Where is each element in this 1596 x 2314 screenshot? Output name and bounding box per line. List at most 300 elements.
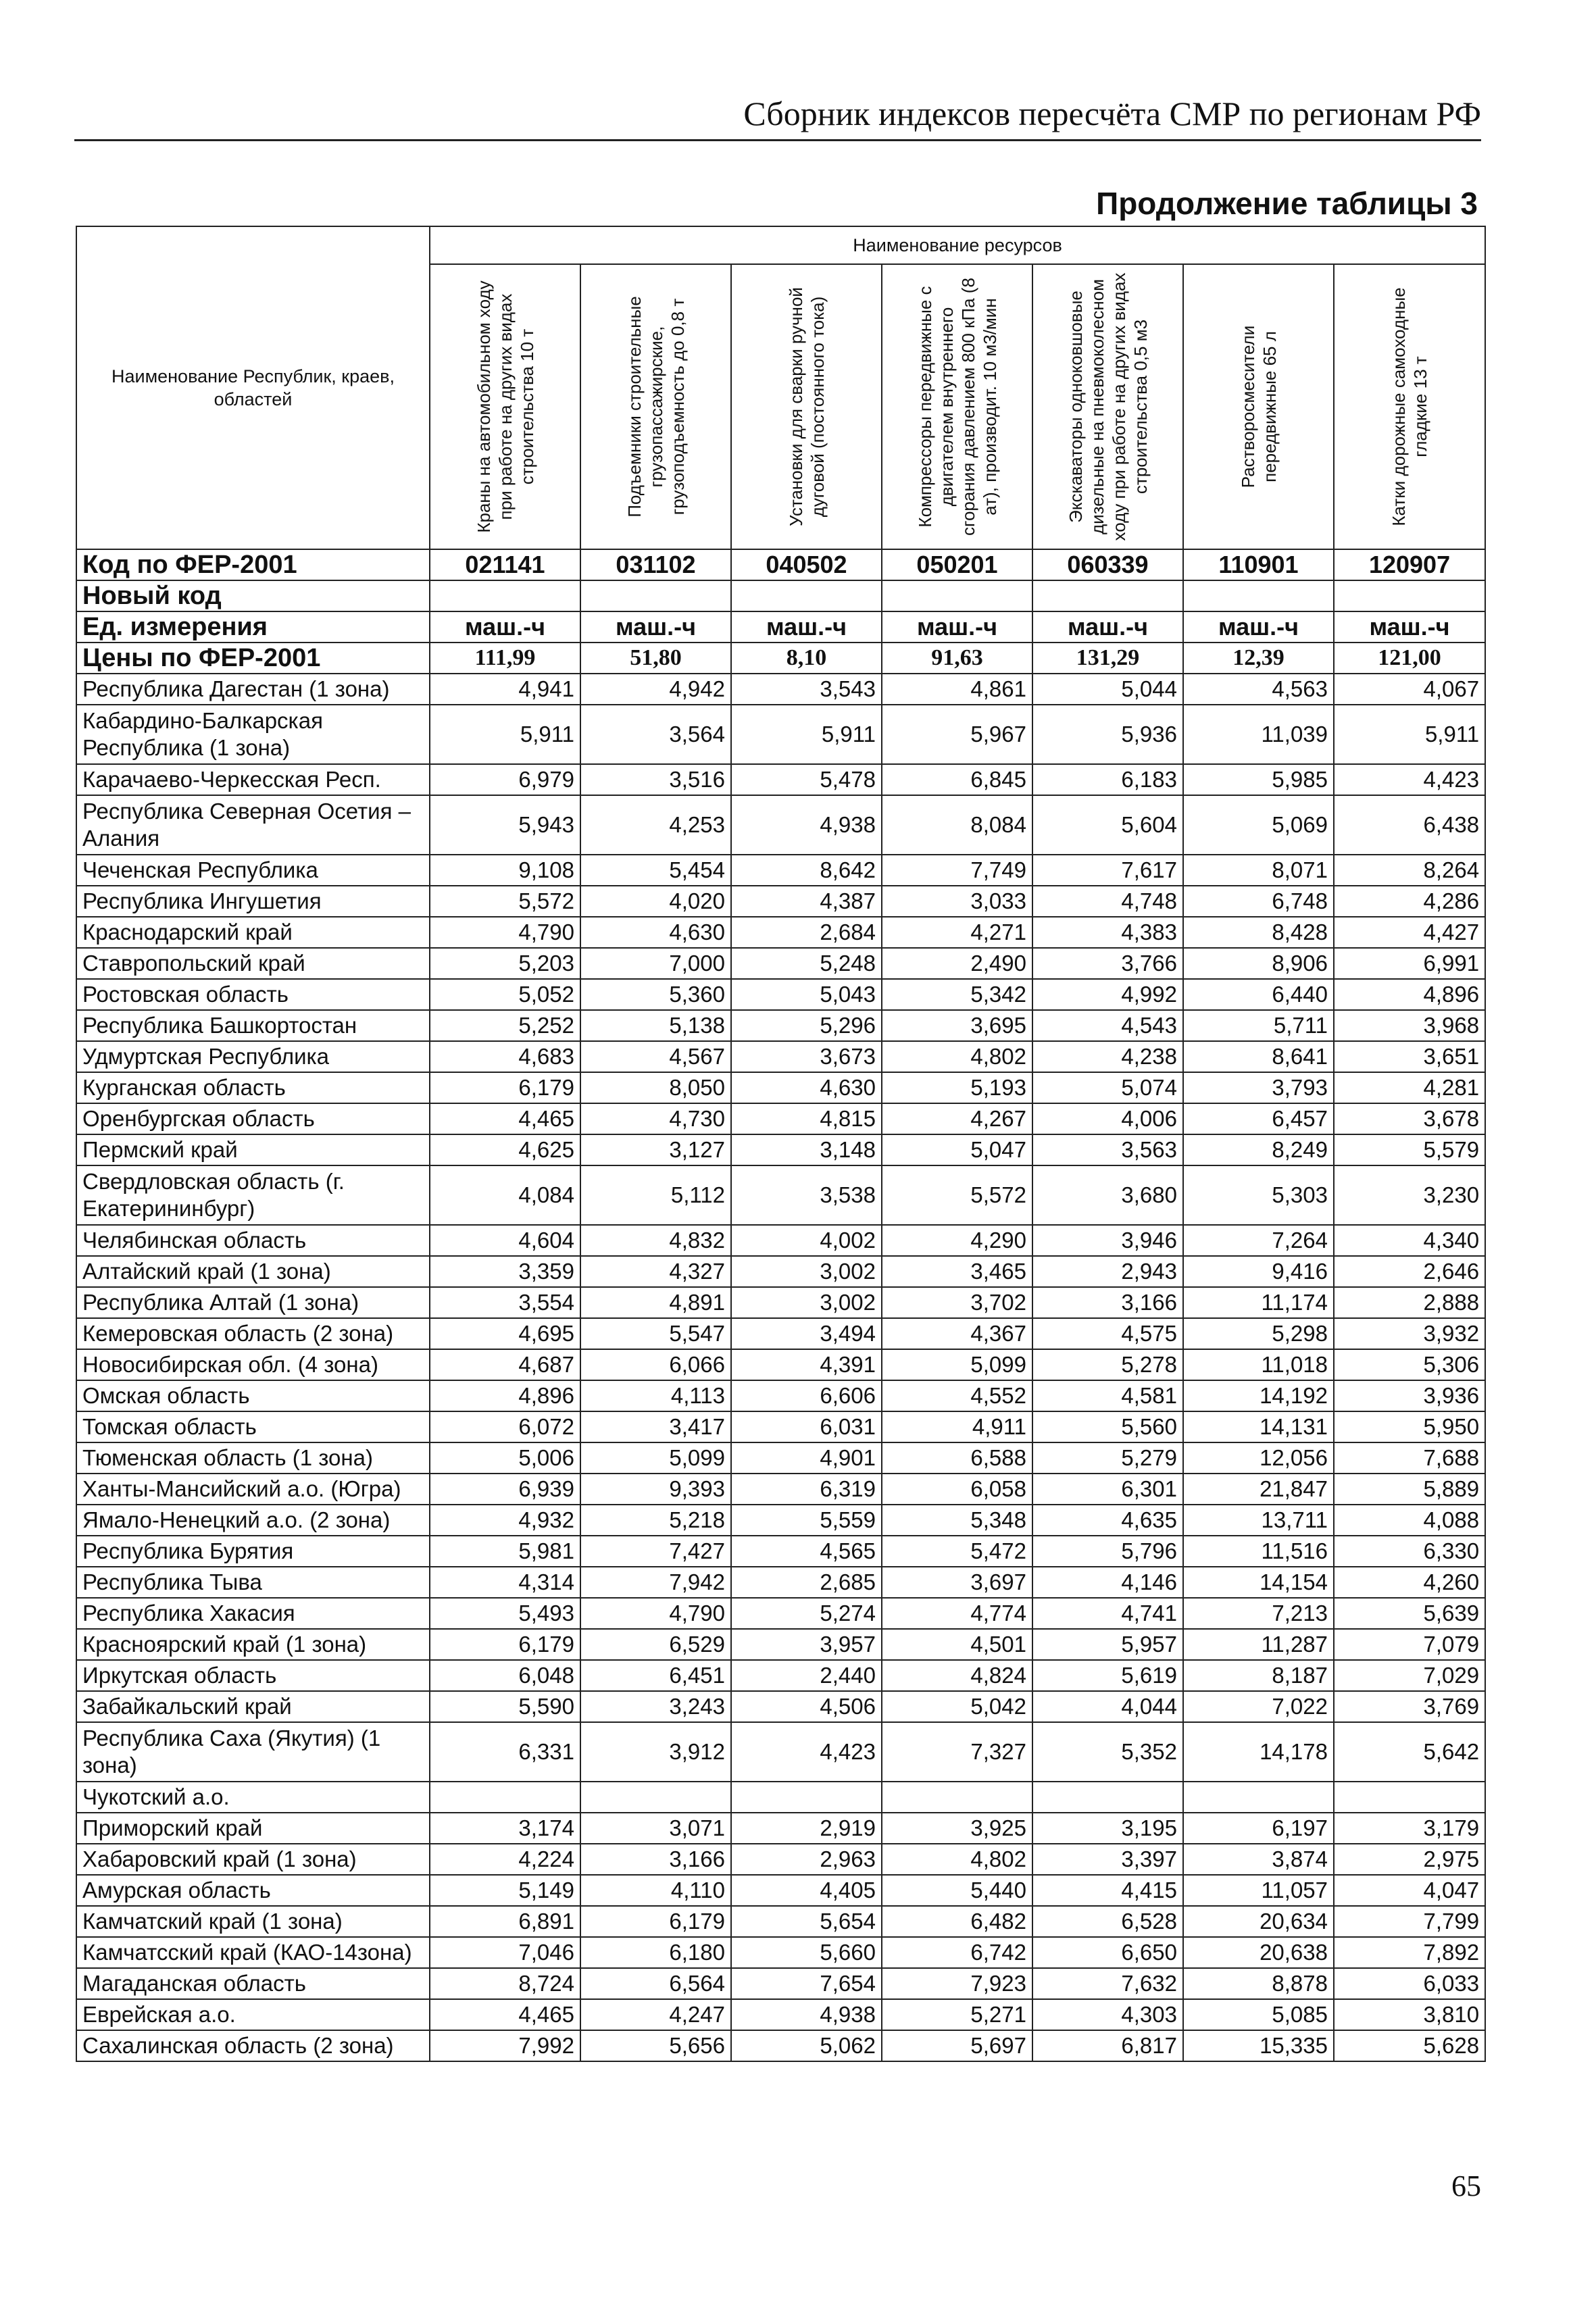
index-value: 4,832: [580, 1225, 731, 1256]
index-value: 5,654: [731, 1906, 882, 1937]
index-value: 6,606: [731, 1380, 882, 1411]
index-value: 6,180: [580, 1937, 731, 1968]
index-value: 20,638: [1183, 1937, 1334, 1968]
index-value: 4,604: [430, 1225, 580, 1256]
region-name: Республика Бурятия: [76, 1536, 430, 1567]
index-value: 8,428: [1183, 917, 1334, 948]
region-name: Омская область: [76, 1380, 430, 1411]
price-row-value: 121,00: [1334, 643, 1485, 674]
unit-row-value: маш.-ч: [580, 611, 731, 643]
index-value: 4,383: [1032, 917, 1183, 948]
index-value: 7,022: [1183, 1691, 1334, 1722]
index-value: [580, 1782, 731, 1813]
index-value: 6,330: [1334, 1536, 1485, 1567]
index-value: 5,218: [580, 1505, 731, 1536]
index-value: 8,724: [430, 1968, 580, 1999]
index-value: 9,393: [580, 1474, 731, 1505]
index-value: 5,044: [1032, 674, 1183, 705]
index-value: 4,543: [1032, 1010, 1183, 1041]
table-row: [76, 1165, 1485, 1225]
index-value: 4,506: [731, 1691, 882, 1722]
index-value: 9,108: [430, 855, 580, 886]
region-name: Сахалинская область (2 зона): [76, 2030, 430, 2061]
index-value: 4,630: [580, 917, 731, 948]
index-value: 4,896: [1334, 979, 1485, 1010]
index-value: 5,352: [1032, 1722, 1183, 1782]
index-value: 4,774: [882, 1598, 1032, 1629]
index-value: 4,815: [731, 1103, 882, 1134]
region-name: Чукотский а.о.: [76, 1782, 430, 1813]
resource-column-header: [430, 264, 580, 549]
index-value: 4,552: [882, 1380, 1032, 1411]
index-value: 4,465: [430, 1999, 580, 2030]
index-value: 4,110: [580, 1875, 731, 1906]
index-value: 4,625: [430, 1134, 580, 1165]
index-value: 7,079: [1334, 1629, 1485, 1660]
index-value: 4,992: [1032, 979, 1183, 1010]
index-value: 4,423: [731, 1722, 882, 1782]
table-body: [76, 549, 1485, 2061]
index-value: 5,360: [580, 979, 731, 1010]
code-row-value: 021141: [430, 549, 580, 580]
index-value: 4,290: [882, 1225, 1032, 1256]
index-value: 5,298: [1183, 1318, 1334, 1349]
index-value: 7,000: [580, 948, 731, 979]
table-row: [76, 795, 1485, 855]
index-value: 4,911: [882, 1411, 1032, 1442]
index-value: 5,279: [1032, 1442, 1183, 1474]
region-name: Красноярский край (1 зона): [76, 1629, 430, 1660]
index-value: 4,423: [1334, 764, 1485, 795]
index-value: 6,438: [1334, 795, 1485, 855]
index-value: 6,529: [580, 1629, 731, 1660]
resource-column-label: Компрессоры передвижные с двигателем внутреннего сгорания давлением 800 кПа (8 ат), производит. 10 м3/мин: [914, 278, 1000, 536]
unit-row-value: маш.-ч: [1334, 611, 1485, 643]
index-value: 5,062: [731, 2030, 882, 2061]
index-value: 5,711: [1183, 1010, 1334, 1041]
index-value: 2,963: [731, 1844, 882, 1875]
index-value: 7,029: [1334, 1660, 1485, 1691]
index-value: 5,099: [580, 1442, 731, 1474]
index-value: 5,572: [430, 886, 580, 917]
index-value: 4,415: [1032, 1875, 1183, 1906]
index-value: 3,166: [1032, 1287, 1183, 1318]
table-row: [76, 1875, 1485, 1906]
index-value: 7,992: [430, 2030, 580, 2061]
region-name: Приморский край: [76, 1813, 430, 1844]
index-value: 4,695: [430, 1318, 580, 1349]
index-value: 3,769: [1334, 1691, 1485, 1722]
code-row-value: 040502: [731, 549, 882, 580]
index-value: 5,936: [1032, 705, 1183, 764]
region-name: Республика Саха (Якутия) (1 зона): [76, 1722, 430, 1782]
index-value: 14,131: [1183, 1411, 1334, 1442]
code-row-value: 120907: [1334, 549, 1485, 580]
index-value: 2,646: [1334, 1256, 1485, 1287]
code-row-value: 110901: [1183, 549, 1334, 580]
region-name: Кемеровская область (2 зона): [76, 1318, 430, 1349]
index-value: 3,695: [882, 1010, 1032, 1041]
index-value: 3,912: [580, 1722, 731, 1782]
region-name: Кабардино-Балкарская Республика (1 зона): [76, 705, 430, 764]
index-value: 4,575: [1032, 1318, 1183, 1349]
region-name: Республика Башкортостан: [76, 1010, 430, 1041]
index-value: 15,335: [1183, 2030, 1334, 2061]
region-name: Курганская область: [76, 1072, 430, 1103]
index-value: 5,149: [430, 1875, 580, 1906]
index-value: 2,919: [731, 1813, 882, 1844]
index-value: 4,563: [1183, 674, 1334, 705]
index-value: 2,684: [731, 917, 882, 948]
index-value: 3,230: [1334, 1165, 1485, 1225]
table-row: [76, 1134, 1485, 1165]
index-value: 12,056: [1183, 1442, 1334, 1474]
index-value: 6,331: [430, 1722, 580, 1782]
table-row: [76, 1660, 1485, 1691]
price-row-value: 12,39: [1183, 643, 1334, 674]
index-value: 5,911: [430, 705, 580, 764]
table-row: [76, 1999, 1485, 2030]
index-value: 3,071: [580, 1813, 731, 1844]
region-name: Свердловская область (г. Екатерининбург): [76, 1165, 430, 1225]
index-value: 4,427: [1334, 917, 1485, 948]
index-value: 5,981: [430, 1536, 580, 1567]
index-value: 4,286: [1334, 886, 1485, 917]
table-row: [76, 1629, 1485, 1660]
table-continuation-title: Продолжение таблицы 3: [1096, 186, 1478, 221]
index-value: 5,112: [580, 1165, 731, 1225]
table-row: [76, 1782, 1485, 1813]
index-value: 8,249: [1183, 1134, 1334, 1165]
index-value: 5,628: [1334, 2030, 1485, 2061]
index-value: 5,911: [731, 705, 882, 764]
index-value: 4,635: [1032, 1505, 1183, 1536]
index-value: 5,252: [430, 1010, 580, 1041]
index-value: 4,340: [1334, 1225, 1485, 1256]
index-value: 5,006: [430, 1442, 580, 1474]
index-value: 5,052: [430, 979, 580, 1010]
index-value: 14,192: [1183, 1380, 1334, 1411]
region-name: Ханты-Мансийский а.о. (Югра): [76, 1474, 430, 1505]
index-value: 6,179: [430, 1072, 580, 1103]
index-value: 8,187: [1183, 1660, 1334, 1691]
index-value: 3,678: [1334, 1103, 1485, 1134]
index-value: 8,906: [1183, 948, 1334, 979]
index-value: 5,967: [882, 705, 1032, 764]
price-row-value: 8,10: [731, 643, 882, 674]
price-row-label: Цены по ФЕР-2001: [76, 643, 430, 674]
index-value: 7,264: [1183, 1225, 1334, 1256]
index-value: 6,451: [580, 1660, 731, 1691]
index-value: 11,039: [1183, 705, 1334, 764]
index-value: 3,702: [882, 1287, 1032, 1318]
index-value: 3,810: [1334, 1999, 1485, 2030]
index-value: [731, 1782, 882, 1813]
index-value: 7,688: [1334, 1442, 1485, 1474]
table-row: [76, 886, 1485, 917]
region-name: Краснодарский край: [76, 917, 430, 948]
region-name: Томская область: [76, 1411, 430, 1442]
index-value: 5,478: [731, 764, 882, 795]
region-name: Новосибирская обл. (4 зона): [76, 1349, 430, 1380]
unit-row-value: маш.-ч: [430, 611, 580, 643]
region-name: Магаданская область: [76, 1968, 430, 1999]
index-value: 6,319: [731, 1474, 882, 1505]
index-value: 8,641: [1183, 1041, 1334, 1072]
index-value: 5,560: [1032, 1411, 1183, 1442]
index-value: 4,938: [731, 1999, 882, 2030]
price-row-value: 91,63: [882, 643, 1032, 674]
region-name: Камчатский край (1 зона): [76, 1906, 430, 1937]
index-value: 9,416: [1183, 1256, 1334, 1287]
index-value: 3,680: [1032, 1165, 1183, 1225]
index-value: 4,941: [430, 674, 580, 705]
index-value: 3,564: [580, 705, 731, 764]
new-code-row-value: [882, 580, 1032, 611]
new-code-row-value: [430, 580, 580, 611]
index-value: 13,711: [1183, 1505, 1334, 1536]
index-value: [1183, 1782, 1334, 1813]
table-row: [76, 764, 1485, 795]
index-value: 5,278: [1032, 1349, 1183, 1380]
index-value: 8,878: [1183, 1968, 1334, 1999]
region-name: Республика Ингушетия: [76, 886, 430, 917]
index-value: 3,932: [1334, 1318, 1485, 1349]
index-value: 4,938: [731, 795, 882, 855]
table-row: [76, 2030, 1485, 2061]
index-value: 5,547: [580, 1318, 731, 1349]
index-value: 7,046: [430, 1937, 580, 1968]
index-value: 11,174: [1183, 1287, 1334, 1318]
index-value: 2,943: [1032, 1256, 1183, 1287]
table-row: [76, 1968, 1485, 1999]
document-title: Сборник индексов пересчёта СМР по регионам РФ: [743, 95, 1481, 132]
unit-row: [76, 611, 1485, 643]
code-row-value: 031102: [580, 549, 731, 580]
index-value: 5,642: [1334, 1722, 1485, 1782]
index-value: 6,072: [430, 1411, 580, 1442]
resource-column-label: Краны на автомобильном ходу при работе на других видах строительства 10 т: [473, 280, 537, 533]
index-value: 3,195: [1032, 1813, 1183, 1844]
index-value: 6,031: [731, 1411, 882, 1442]
index-value: 3,359: [430, 1256, 580, 1287]
index-value: 7,892: [1334, 1937, 1485, 1968]
index-value: 6,440: [1183, 979, 1334, 1010]
region-name: Амурская область: [76, 1875, 430, 1906]
index-value: 4,303: [1032, 1999, 1183, 2030]
region-name: Иркутская область: [76, 1660, 430, 1691]
table-row: [76, 855, 1485, 886]
index-value: 3,516: [580, 764, 731, 795]
resource-column-header: [731, 264, 882, 549]
index-value: 11,287: [1183, 1629, 1334, 1660]
price-row-value: 111,99: [430, 643, 580, 674]
document-header: [74, 88, 1481, 141]
index-value: 8,071: [1183, 855, 1334, 886]
index-value: 5,138: [580, 1010, 731, 1041]
index-value: 5,440: [882, 1875, 1032, 1906]
new-code-row-value: [1334, 580, 1485, 611]
index-value: 3,554: [430, 1287, 580, 1318]
index-value: 6,033: [1334, 1968, 1485, 1999]
index-value: 7,799: [1334, 1906, 1485, 1937]
index-value: 6,482: [882, 1906, 1032, 1937]
index-value: 5,559: [731, 1505, 882, 1536]
index-value: 7,617: [1032, 855, 1183, 886]
page-number: 65: [1451, 2169, 1481, 2203]
index-value: 7,923: [882, 1968, 1032, 1999]
region-name: Республика Алтай (1 зона): [76, 1287, 430, 1318]
index-value: 5,619: [1032, 1660, 1183, 1691]
index-value: 7,632: [1032, 1968, 1183, 1999]
region-name: Оренбургская область: [76, 1103, 430, 1134]
resource-column-label: Экскаваторы одноковшовые дизельные на пневмоколесном ходу при работе на других видах строительства 0,5 м3: [1065, 272, 1151, 541]
index-value: 6,891: [430, 1906, 580, 1937]
index-value: 4,044: [1032, 1691, 1183, 1722]
index-value: 4,501: [882, 1629, 1032, 1660]
index-value: 4,224: [430, 1844, 580, 1875]
table-row: [76, 1691, 1485, 1722]
index-value: 3,957: [731, 1629, 882, 1660]
table-row: [76, 674, 1485, 705]
table-row: [76, 917, 1485, 948]
index-value: 3,968: [1334, 1010, 1485, 1041]
index-value: 6,845: [882, 764, 1032, 795]
index-value: 4,271: [882, 917, 1032, 948]
index-value: 6,991: [1334, 948, 1485, 979]
index-value: 5,889: [1334, 1474, 1485, 1505]
index-value: 8,050: [580, 1072, 731, 1103]
table-row: [76, 1041, 1485, 1072]
code-row-value: 050201: [882, 549, 1032, 580]
index-value: 5,660: [731, 1937, 882, 1968]
index-value: 5,348: [882, 1505, 1032, 1536]
index-value: 4,238: [1032, 1041, 1183, 1072]
region-name: Республика Дагестан (1 зона): [76, 674, 430, 705]
index-value: 3,538: [731, 1165, 882, 1225]
index-value: 5,579: [1334, 1134, 1485, 1165]
index-value: 8,642: [731, 855, 882, 886]
index-value: 11,516: [1183, 1536, 1334, 1567]
resource-column-label: Установки для сварки ручной дуговой (постоянного тока): [785, 287, 828, 526]
unit-row-value: маш.-ч: [882, 611, 1032, 643]
index-value: 21,847: [1183, 1474, 1334, 1505]
table-row: [76, 948, 1485, 979]
index-value: 5,985: [1183, 764, 1334, 795]
resource-column-header: [580, 264, 731, 549]
index-value: 3,874: [1183, 1844, 1334, 1875]
region-name: Тюменская область (1 зона): [76, 1442, 430, 1474]
index-value: 6,179: [580, 1906, 731, 1937]
table-row: [76, 1474, 1485, 1505]
index-value: 5,296: [731, 1010, 882, 1041]
index-value: 4,391: [731, 1349, 882, 1380]
index-value: 5,604: [1032, 795, 1183, 855]
table-row: [76, 1722, 1485, 1782]
index-value: 3,166: [580, 1844, 731, 1875]
index-value: 4,281: [1334, 1072, 1485, 1103]
index-value: 5,248: [731, 948, 882, 979]
index-value: 3,673: [731, 1041, 882, 1072]
region-name: Алтайский край (1 зона): [76, 1256, 430, 1287]
index-value: 6,939: [430, 1474, 580, 1505]
index-value: 4,002: [731, 1225, 882, 1256]
index-value: [882, 1782, 1032, 1813]
index-value: 3,465: [882, 1256, 1032, 1287]
index-value: 3,766: [1032, 948, 1183, 979]
index-value: 5,796: [1032, 1536, 1183, 1567]
index-value: 4,942: [580, 674, 731, 705]
price-row: [76, 643, 1485, 674]
index-value: 5,656: [580, 2030, 731, 2061]
index-value: 4,901: [731, 1442, 882, 1474]
index-value: 4,314: [430, 1567, 580, 1598]
index-value: 4,683: [430, 1041, 580, 1072]
index-value: 7,654: [731, 1968, 882, 1999]
index-value: 5,203: [430, 948, 580, 979]
resources-group-header: Наименование ресурсов: [430, 226, 1485, 264]
index-value: 3,417: [580, 1411, 731, 1442]
index-value: 6,066: [580, 1349, 731, 1380]
resource-column-header: [1334, 264, 1485, 549]
index-value: 3,397: [1032, 1844, 1183, 1875]
index-value: 3,793: [1183, 1072, 1334, 1103]
index-value: 5,493: [430, 1598, 580, 1629]
index-value: 4,465: [430, 1103, 580, 1134]
index-value: 4,741: [1032, 1598, 1183, 1629]
index-value: 4,891: [580, 1287, 731, 1318]
index-value: 4,113: [580, 1380, 731, 1411]
table-row: [76, 1567, 1485, 1598]
region-name: Челябинская область: [76, 1225, 430, 1256]
table-row: [76, 1318, 1485, 1349]
index-value: 5,590: [430, 1691, 580, 1722]
index-value: 6,588: [882, 1442, 1032, 1474]
code-row: [76, 549, 1485, 580]
index-value: 4,146: [1032, 1567, 1183, 1598]
index-value: 6,058: [882, 1474, 1032, 1505]
index-value: 11,057: [1183, 1875, 1334, 1906]
table-row: [76, 705, 1485, 764]
table-row: [76, 1844, 1485, 1875]
index-value: 2,685: [731, 1567, 882, 1598]
table-row: [76, 1103, 1485, 1134]
index-value: 3,127: [580, 1134, 731, 1165]
index-value: 3,002: [731, 1287, 882, 1318]
index-value: 4,267: [882, 1103, 1032, 1134]
table-row: [76, 1411, 1485, 1442]
index-value: 3,543: [731, 674, 882, 705]
index-value: 7,942: [580, 1567, 731, 1598]
table-row: [76, 1256, 1485, 1287]
index-value: 5,042: [882, 1691, 1032, 1722]
index-value: 4,790: [430, 917, 580, 948]
index-value: 4,730: [580, 1103, 731, 1134]
index-value: 5,099: [882, 1349, 1032, 1380]
index-value: [1334, 1782, 1485, 1813]
region-name: Ставропольский край: [76, 948, 430, 979]
new-code-row-value: [731, 580, 882, 611]
index-value: 6,817: [1032, 2030, 1183, 2061]
index-value: 5,472: [882, 1536, 1032, 1567]
index-value: 3,563: [1032, 1134, 1183, 1165]
index-value: 3,946: [1032, 1225, 1183, 1256]
index-value: 4,020: [580, 886, 731, 917]
index-value: 3,148: [731, 1134, 882, 1165]
new-code-row-label: Новый код: [76, 580, 430, 611]
index-value: 4,067: [1334, 674, 1485, 705]
unit-row-value: маш.-ч: [1032, 611, 1183, 643]
